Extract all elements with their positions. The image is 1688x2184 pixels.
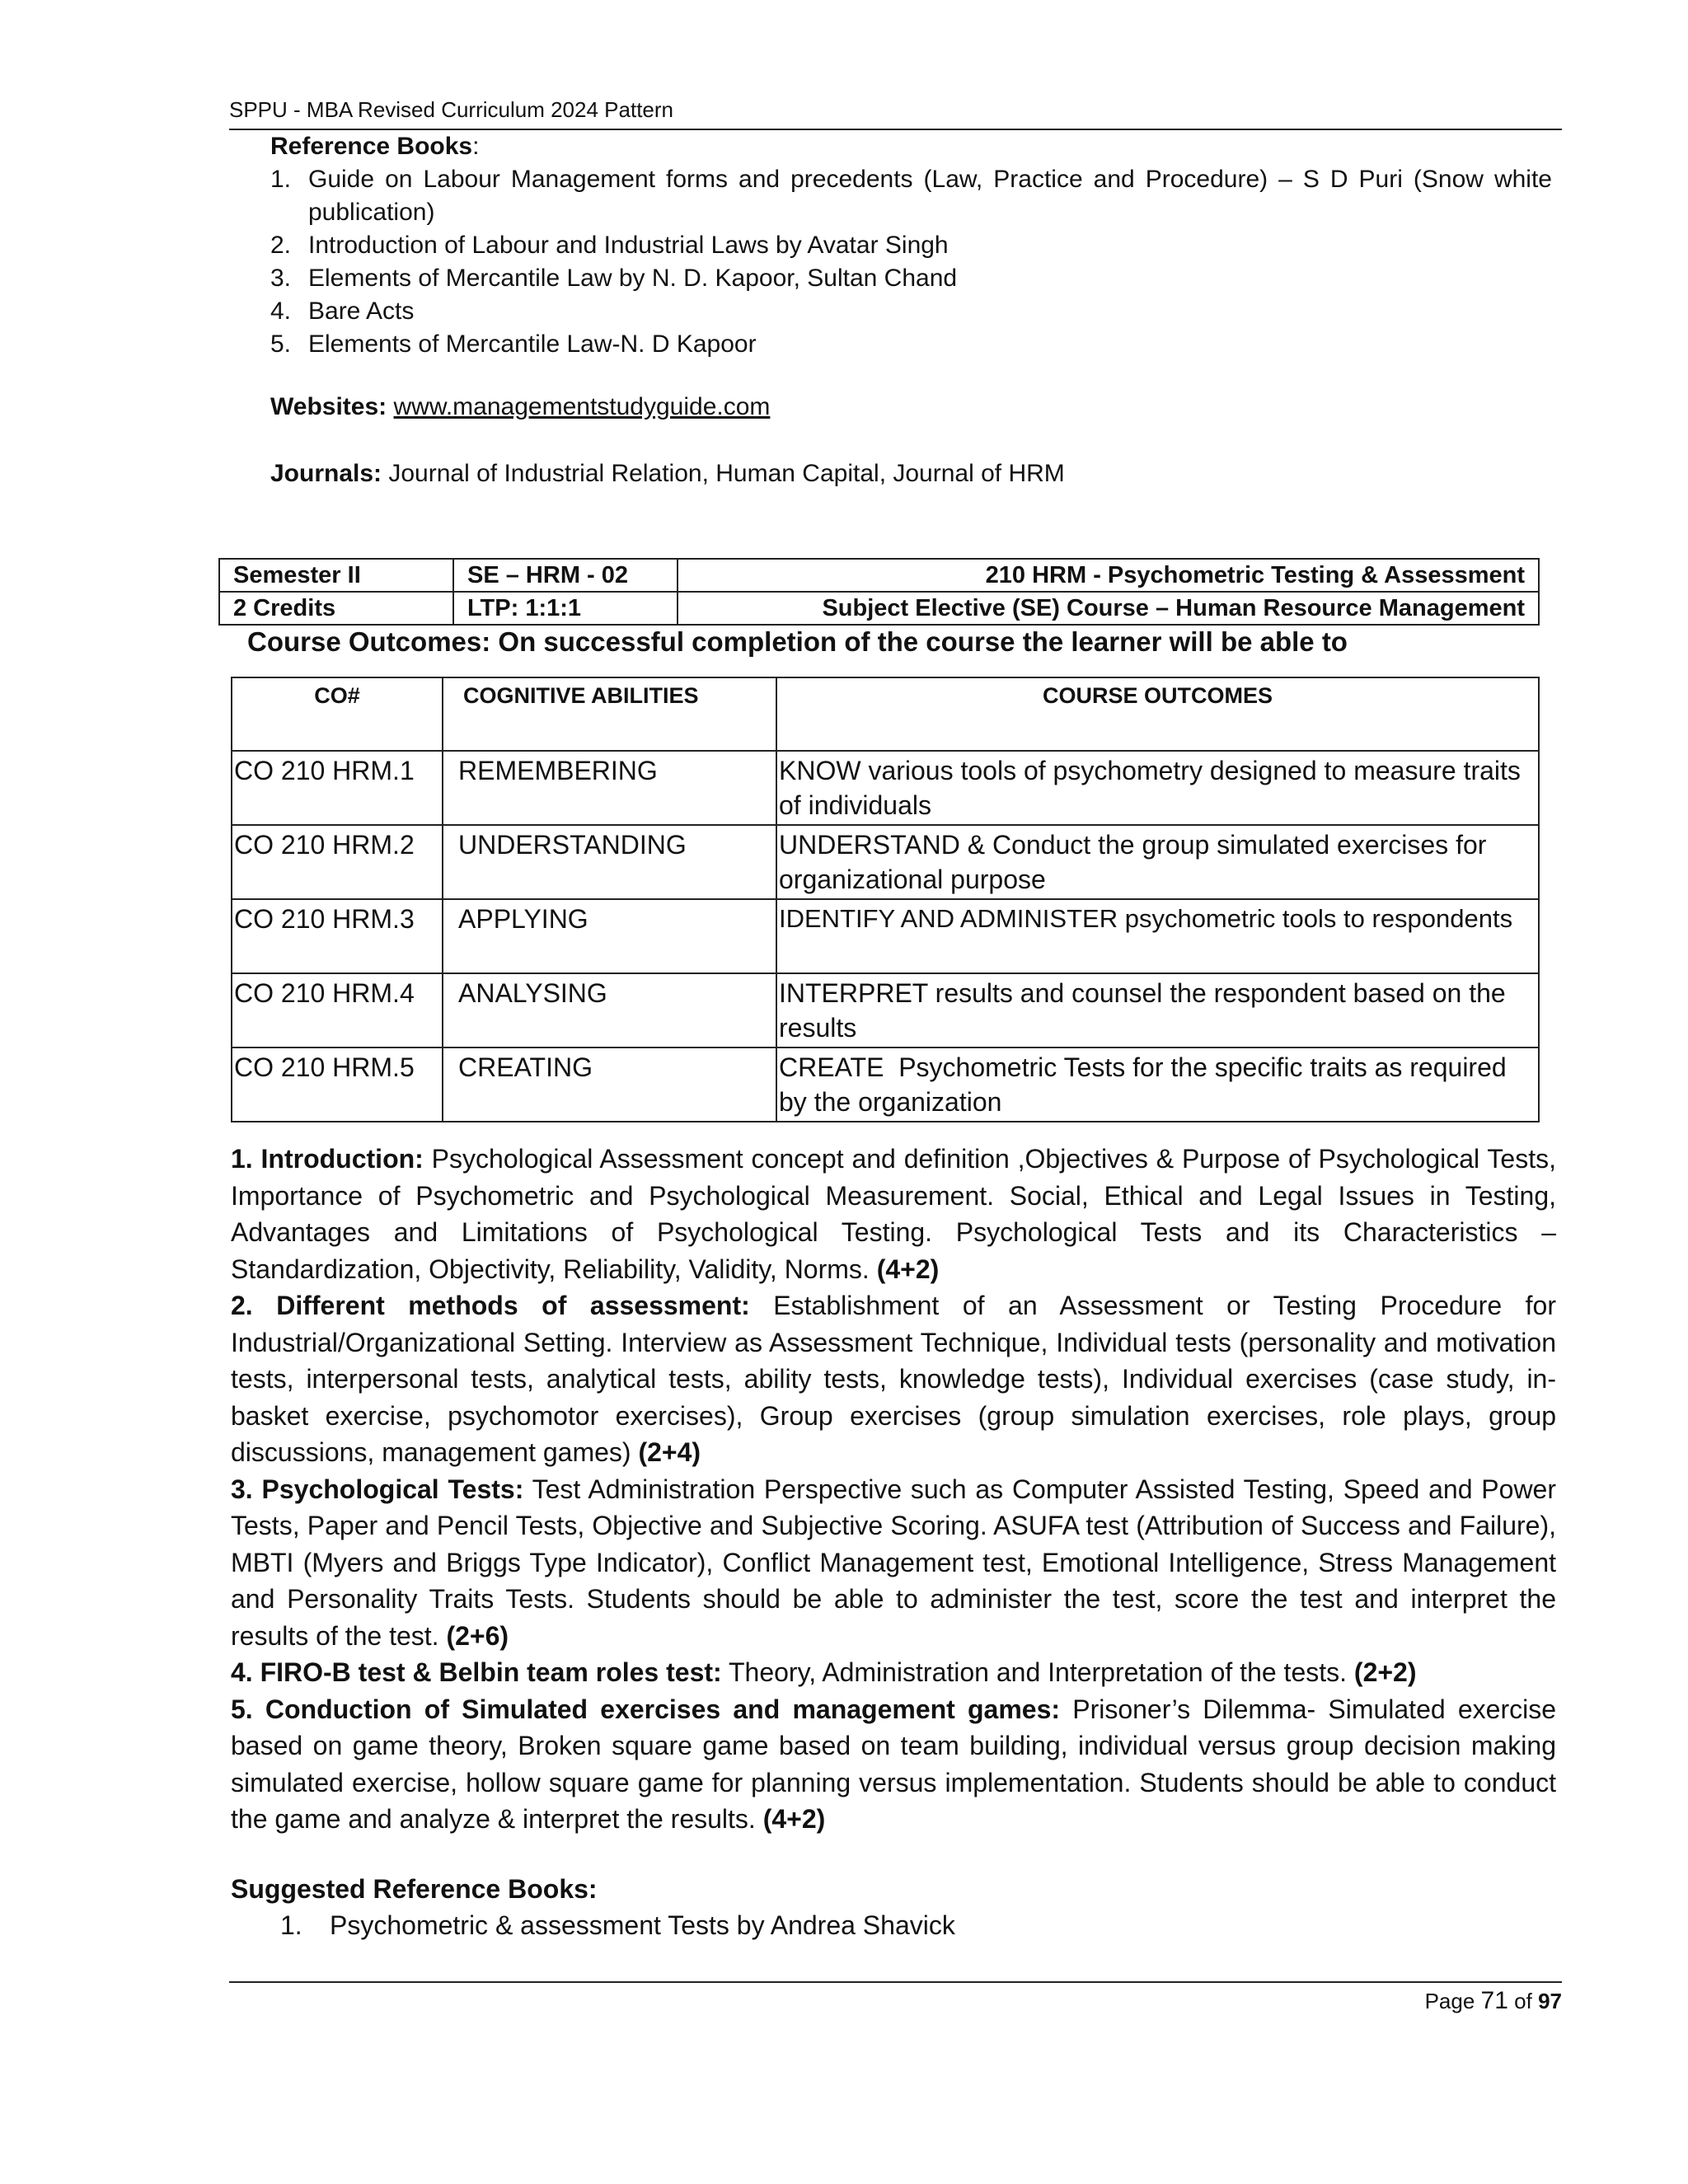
suggested-books-section (231, 1871, 955, 1943)
course-info-table (218, 558, 1540, 626)
website-link[interactable]: www.managementstudyguide.com (393, 393, 771, 420)
list-item (270, 328, 1552, 361)
ability-cell: CREATING (443, 1047, 776, 1122)
reference-books-list (270, 163, 1552, 361)
unit-title: 5. Conduction of Simulated exercises and management games: (231, 1694, 1061, 1724)
outcome-cell: IDENTIFY AND ADMINISTER psychometric tools to respondents (776, 899, 1539, 973)
course-title-cell: 210 HRM - Psychometric Testing & Assessment (678, 559, 1539, 592)
course-type-cell: Subject Elective (SE) Course – Human Resource Management (678, 592, 1539, 625)
footer-rule (229, 1981, 1562, 1983)
unit-body: Theory, Administration and Interpretation of the tests. (721, 1657, 1354, 1687)
list-item (270, 163, 1552, 229)
ability-cell: UNDERSTANDING (443, 825, 776, 899)
unit-paragraph (231, 1471, 1556, 1655)
unit-body: Prisoner’s Dilemma- Simulated exercise based on game theory, Broken square game based on team building, individual versus group decision making simulated exercise, hollow square game for planning versus implementation. Students should be able to conduct the game and analyze & interpret the results. (231, 1694, 1557, 1834)
journals-line (270, 460, 1065, 488)
unit-hours: (2+2) (1353, 1657, 1417, 1687)
ability-cell: REMEMBERING (443, 751, 776, 825)
column-header: COGNITIVE ABILITIES (443, 677, 776, 751)
co-number-cell: CO 210 HRM.4 (232, 973, 443, 1047)
unit-title: 4. FIRO-B test & Belbin team roles test: (231, 1657, 722, 1687)
co-number-cell: CO 210 HRM.5 (232, 1047, 443, 1122)
unit-title: 1. Introduction: (231, 1144, 424, 1174)
suggested-books-title: Suggested Reference Books: (231, 1874, 598, 1904)
list-text: Elements of Mercantile Law by N. D. Kapoor, Sultan Chand (308, 265, 958, 292)
journals-label: Journals: (270, 460, 382, 487)
list-item (270, 262, 1552, 295)
list-text: Elements of Mercantile Law-N. D Kapoor (308, 330, 757, 358)
list-number: 2. (270, 232, 292, 259)
unit-body: Psychological Assessment concept and definition ,Objectives & Purpose of Psychological Tests, Importance of Psychometric and Psychological Measurement. Social, Ethical and Legal Issues in Testing, Advantages and Limitations of Psychological Testing. Psychological Tests and its Characteristics – Standardization, Objectivity, Reliability, Validity, Norms. (231, 1144, 1557, 1284)
column-header: COURSE OUTCOMES (776, 677, 1539, 751)
list-number: 1. (270, 166, 292, 193)
reference-books-heading: Reference Books: (270, 133, 480, 160)
list-text: Guide on Labour Management forms and precedents (Law, Practice and Procedure) – S D Puri (Snow white publication) (308, 166, 1552, 226)
unit-body: Establishment of an Assessment or Testing Procedure for Industrial/Organizational Setting. Interview as Assessment Technique, Individual tests (personality and motivation tests, interpersonal tests, analytical tests, ability tests, knowledge tests), Individual exercises (case study, in-basket exercise, psychomotor exercises), Group exercises (group simulation exercises, role plays, group discussions, management games) (231, 1291, 1556, 1467)
table-row (219, 592, 1539, 625)
reference-books-section (270, 130, 1552, 361)
course-outcomes-heading: Course Outcomes: On successful completion of the course the learner will be able to (247, 626, 1348, 657)
unit-paragraph (231, 1141, 1556, 1287)
unit-paragraph (231, 1691, 1556, 1838)
unit-title: 2. Different methods of assessment: (231, 1291, 750, 1320)
list-text: Introduction of Labour and Industrial Laws by Avatar Singh (308, 232, 949, 259)
semester-cell: Semester II (219, 559, 453, 592)
list-item (270, 229, 1552, 262)
ability-cell: ANALYSING (443, 973, 776, 1047)
table-row (232, 1047, 1539, 1122)
ltp-cell: LTP: 1:1:1 (453, 592, 678, 625)
credits-cell: 2 Credits (219, 592, 453, 625)
co-number-cell: CO 210 HRM.2 (232, 825, 443, 899)
page-total: 97 (1538, 1989, 1562, 2013)
unit-hours: (2+4) (638, 1437, 701, 1467)
page-footer (1425, 1987, 1562, 2015)
table-row (232, 899, 1539, 973)
unit-paragraph (231, 1654, 1556, 1691)
list-item (270, 295, 1552, 328)
reference-books-title: Reference Books (270, 133, 473, 160)
page-label: Page (1424, 1989, 1475, 2013)
table-header-row (232, 677, 1539, 751)
course-outcomes-table (231, 677, 1540, 1122)
unit-title: 3. Psychological Tests: (231, 1474, 524, 1504)
unit-hours: (2+6) (446, 1620, 509, 1651)
unit-paragraph (231, 1287, 1556, 1471)
page-number: 71 (1480, 1987, 1508, 2014)
ability-cell: APPLYING (443, 899, 776, 973)
list-number: 1. (280, 1910, 302, 1940)
outcome-cell: INTERPRET results and counsel the respondent based on the results (776, 973, 1539, 1047)
table-row (232, 973, 1539, 1047)
outcome-cell: CREATE Psychometric Tests for the specific traits as required by the organization (776, 1047, 1539, 1122)
websites-line (270, 393, 770, 421)
table-row (232, 825, 1539, 899)
co-number-cell: CO 210 HRM.3 (232, 899, 443, 973)
unit-hours: (4+2) (762, 1804, 826, 1834)
list-text: Psychometric & assessment Tests by Andrea Shavick (330, 1910, 955, 1940)
websites-label: Websites: (270, 393, 387, 420)
unit-body: Test Administration Perspective such as Computer Assisted Testing, Speed and Power Tests, Paper and Pencil Tests, Objective and Subjective Scoring. ASUFA test (Attribution of Success and Failure), MBTI (Myers and Briggs Type Indicator), Conflict Management test, Emotional Intelligence, Stress Management and Personality Traits Tests. Students should be able to administer the test, score the test and interpret the results of the test. (231, 1474, 1557, 1651)
running-header: SPPU - MBA Revised Curriculum 2024 Pattern (229, 97, 673, 122)
table-row (232, 751, 1539, 825)
course-code-cell: SE – HRM - 02 (453, 559, 678, 592)
column-header: CO# (232, 677, 443, 751)
list-text: Bare Acts (308, 298, 415, 325)
syllabus-units (231, 1141, 1556, 1838)
outcome-cell: UNDERSTAND & Conduct the group simulated exercises for organizational purpose (776, 825, 1539, 899)
co-number-cell: CO 210 HRM.1 (232, 751, 443, 825)
suggested-books-list (231, 1907, 955, 1943)
unit-hours: (4+2) (876, 1254, 940, 1284)
of-label: of (1514, 1989, 1532, 2013)
list-number: 3. (270, 265, 292, 292)
table-row (219, 559, 1539, 592)
outcome-cell: KNOW various tools of psychometry designed to measure traits of individuals (776, 751, 1539, 825)
list-number: 4. (270, 298, 292, 325)
journals-text: Journal of Industrial Relation, Human Capital, Journal of HRM (388, 460, 1065, 487)
list-item (231, 1907, 955, 1943)
list-number: 5. (270, 330, 292, 358)
